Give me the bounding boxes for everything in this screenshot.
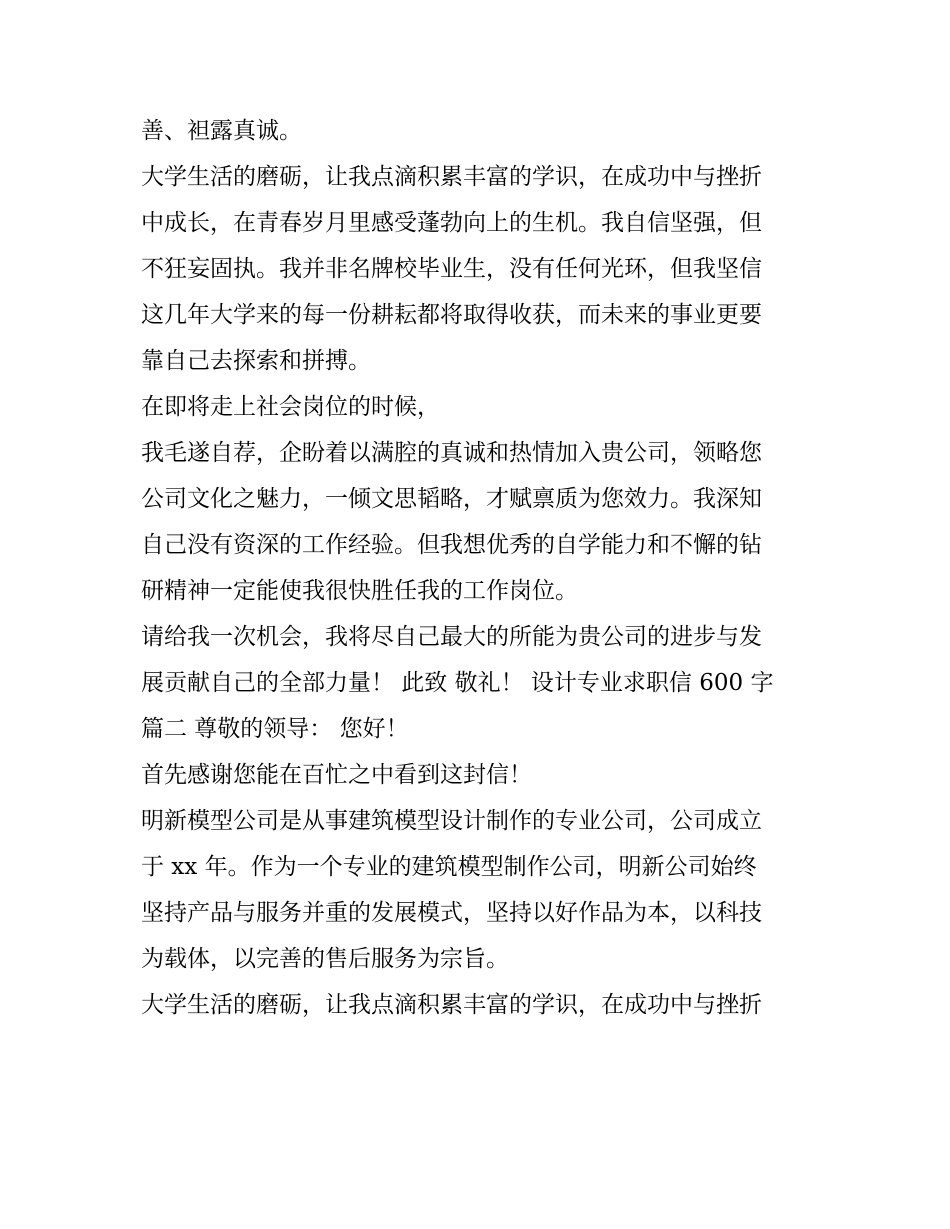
text-line: 大学生活的磨砺，让我点滴积累丰富的学识，在成功中与挫折 <box>141 164 762 190</box>
text-line: 展贡献自己的全部力量！ 此致 敬礼！ 设计专业求职信 600 字 <box>141 670 774 696</box>
text-line: 我毛遂自荐，企盼着以满腔的真诚和热情加入贵公司，领略您 <box>141 440 762 466</box>
text-line: 篇二 尊敬的领导： 您好！ <box>141 716 409 742</box>
text-line: 首先感谢您能在百忙之中看到这封信！ <box>141 762 532 788</box>
text-line: 公司文化之魅力，一倾文思韬略，才赋禀质为您效力。我深知 <box>141 486 762 512</box>
text-line: 这几年大学来的每一份耕耘都将取得收获，而未来的事业更要 <box>141 302 762 328</box>
text-line: 中成长，在青春岁月里感受蓬勃向上的生机。我自信坚强，但 <box>141 210 762 236</box>
text-line: 在即将走上社会岗位的时候， <box>141 394 440 420</box>
text-line: 善、袒露真诚。 <box>141 118 302 144</box>
text-line: 于 xx 年。作为一个专业的建筑模型制作公司，明新公司始终 <box>141 854 757 880</box>
text-line: 自己没有资深的工作经验。但我想优秀的自学能力和不懈的钻 <box>141 532 762 558</box>
letter-body <box>141 108 821 1028</box>
text-line: 请给我一次机会，我将尽自己最大的所能为贵公司的进步与发 <box>141 624 762 650</box>
text-line: 不狂妄固执。我并非名牌校毕业生，没有任何光环，但我坚信 <box>141 256 762 282</box>
text-line: 大学生活的磨砺，让我点滴积累丰富的学识，在成功中与挫折 <box>141 992 762 1018</box>
text-line: 研精神一定能使我很快胜任我的工作岗位。 <box>141 578 578 604</box>
text-line: 为载体，以完善的售后服务为宗旨。 <box>141 946 509 972</box>
text-line: 坚持产品与服务并重的发展模式，坚持以好作品为本，以科技 <box>141 900 762 926</box>
text-line: 明新模型公司是从事建筑模型设计制作的专业公司，公司成立 <box>141 808 762 834</box>
text-line: 靠自己去探索和拼搏。 <box>141 348 371 374</box>
